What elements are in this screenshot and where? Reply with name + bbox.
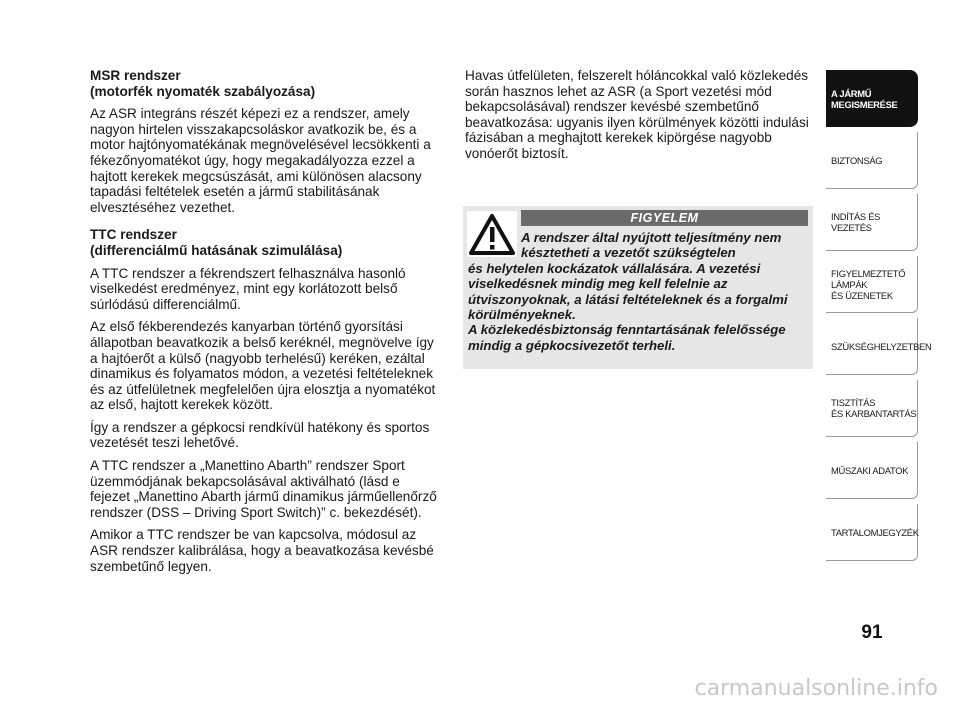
tab-emergency[interactable] [826, 318, 932, 375]
tab-technical-data[interactable] [826, 442, 918, 499]
tab-label: TARTALOMJEGYZÉK [831, 526, 919, 538]
tab-label: INDÍTÁS ÉS VEZETÉS [831, 211, 881, 233]
warning-text-indented: A rendszer által nyújtott teljesítmény nem késztetheti a vezetőt szükségtelen [521, 230, 782, 261]
chapter-sidebar [826, 70, 932, 566]
warning-box [463, 206, 813, 369]
tab-starting-driving[interactable] [826, 194, 918, 251]
warning-text-last: A közlekedésbiztonság fenntartásának felelőssége mindig a gépkocsivezetőt terheli. [468, 322, 786, 353]
page-number: 91 [861, 622, 883, 643]
ttc-heading [90, 227, 442, 258]
tab-label: MŰSZAKI ADATOK [831, 464, 909, 476]
tab-label: FIGYELMEZTETŐ LÁMPÁK ÉS ÜZENETEK [831, 267, 906, 301]
tab-label: BIZTONSÁG [831, 154, 883, 166]
msr-title: MSR rendszer [90, 68, 181, 83]
right-column [465, 68, 815, 162]
tab-label: TISZTÍTÁS ÉS KARBANTARTÁS [831, 397, 917, 419]
ttc-paragraph-4: A TTC rendszer a „Manettino Abarth” rendszer Sport üzemmódjának bekapcsolásával aktiválható (lásd e fejezet „Manettino Abarth jármű dinamikus járműellenőrző rendszer (DSS – Driving Sport Switch)” c. bekezdését). [90, 458, 437, 520]
warning-text-body: és helytelen kockázatok vállalására. A vezetési viselkedésnek mindig meg kell felelnie az útviszonyoknak, a látási feltételeknek és a forgalmi körülményeknek. [468, 260, 788, 323]
snow-paragraph: Havas útfelületen, felszerelt hóláncokkal való közlekedés során hasznos lehet az ASR (a Sport vezetési mód bekapcsolásával) rendszer kevésbé szembetűnő beavatkozása: ugyanis ilyen körülmények közötti indulási fázisában a meghajtott kerekek kipörgése nagyobb vonóerőt biztosít. [465, 68, 809, 161]
msr-heading [90, 68, 442, 99]
warning-text [468, 230, 810, 353]
msr-subtitle: (motorfék nyomaték szabályozása) [90, 83, 316, 99]
tab-vehicle-overview[interactable] [826, 70, 918, 127]
tab-label: A JÁRMŰ MEGISMERÉSE [831, 87, 898, 110]
watermark: carmanualsonline.info [694, 676, 938, 701]
tab-safety[interactable] [826, 132, 918, 189]
ttc-paragraph-2: Az első fékberendezés kanyarban történő gyorsítási állapotban beavatkozik a belső keréknél, megnövelve így a hajtóerőt a külső (nagyobb terhelésű) keréken, ezáltal dinamikus és folyamatos módon, a vezetési feltételeknek és az útfelületnek megfelelően újra elosztja a nyomatékot az első, hajtott kerekek között. [90, 319, 436, 413]
ttc-paragraph-3: Így a rendszer a gépkocsi rendkívül hatékony és sportos vezetését teszi lehetővé. [90, 419, 430, 451]
tab-warning-lights[interactable] [826, 256, 918, 313]
left-column [90, 68, 442, 581]
tab-label: SZÜKSÉGHELYZETBEN [831, 340, 932, 352]
warning-header: FIGYELEM [521, 210, 808, 226]
ttc-paragraph-1: A TTC rendszer a fékrendszert felhasználva hasonló viselkedést eredményez, mint egy korlátozott belső súrlódású differenciálmű. [90, 265, 406, 312]
ttc-title: TTC rendszer [90, 227, 177, 243]
msr-paragraph: Az ASR integráns részét képezi ez a rendszer, amely nagyon hirtelen visszakapcsoláskor avatkozik be, és a motor hajtónyomatékának megnövelésével lecsökkenti a fékezőnyomatékot úgy, hogy megakadályozza ezzel a hajtott kerekek megcsúszását, ami különösen alacsony tapadási feltételek esetén a jármű stabilitásának elvesztéséhez vezethet. [90, 106, 431, 215]
ttc-subtitle: (differenciálmű hatásának szimulálása) [90, 242, 343, 258]
ttc-paragraph-5: Amikor a TTC rendszer be van kapcsolva, módosul az ASR rendszer kalibrálása, hogy a beavatkozása kevésbé szembetűnő legyen. [90, 527, 434, 574]
tab-index[interactable] [826, 504, 918, 561]
tab-maintenance[interactable] [826, 380, 918, 437]
